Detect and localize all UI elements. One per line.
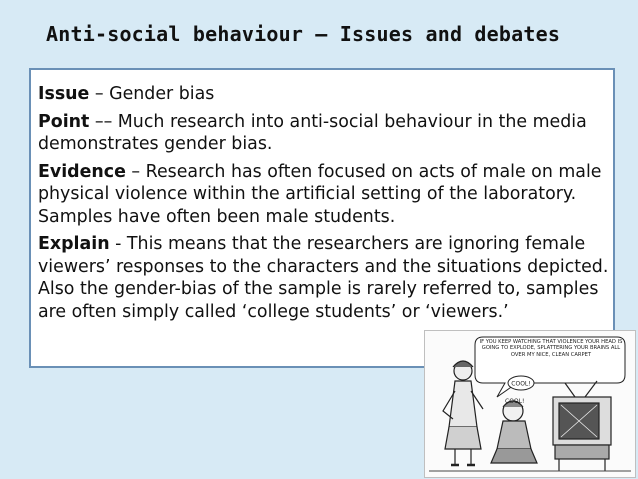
explain-paragraph bbox=[38, 233, 610, 323]
point-text: –– Much research into anti-social behaviour in the media demonstrates gender bias. bbox=[38, 111, 587, 154]
evidence-text: – Research has often focused on acts of male on male physical violence within the artificial setting of the laboratory. Samples have often been male students. bbox=[38, 161, 602, 227]
explain-text: - This means that the researchers are ignoring female viewers’ responses to the characters and the situations depicted. Also the gender-bias of the sample is rarely referred to, samples are often simply called ‘college students’ or ‘viewers.’ bbox=[38, 234, 609, 322]
evidence-keyword: Evidence bbox=[38, 161, 126, 182]
cartoon-drawing bbox=[425, 331, 635, 477]
slide-title: Anti-social behaviour – Issues and debates bbox=[46, 22, 561, 46]
speech-mother: IF YOU KEEP WATCHING THAT VIOLENCE YOUR HEAD IS GOING TO EXPLODE, SPLATTERING YOUR BRAINS ALL OVER MY NICE, CLEAN CARPET bbox=[479, 339, 623, 358]
television-icon bbox=[553, 381, 611, 471]
speech-tv: COOL! bbox=[511, 380, 531, 388]
cartoon-image bbox=[424, 330, 636, 478]
child-figure bbox=[491, 398, 537, 463]
issue-paragraph bbox=[38, 83, 610, 106]
issue-keyword: Issue bbox=[38, 84, 90, 104]
evidence-paragraph bbox=[38, 161, 610, 229]
speech-child: COOL! bbox=[505, 398, 525, 405]
point-keyword: Point bbox=[38, 111, 90, 132]
content-text bbox=[38, 83, 610, 328]
point-paragraph bbox=[38, 111, 610, 156]
explain-keyword: Explain bbox=[38, 234, 110, 254]
issue-text: – Gender bias bbox=[89, 84, 215, 104]
